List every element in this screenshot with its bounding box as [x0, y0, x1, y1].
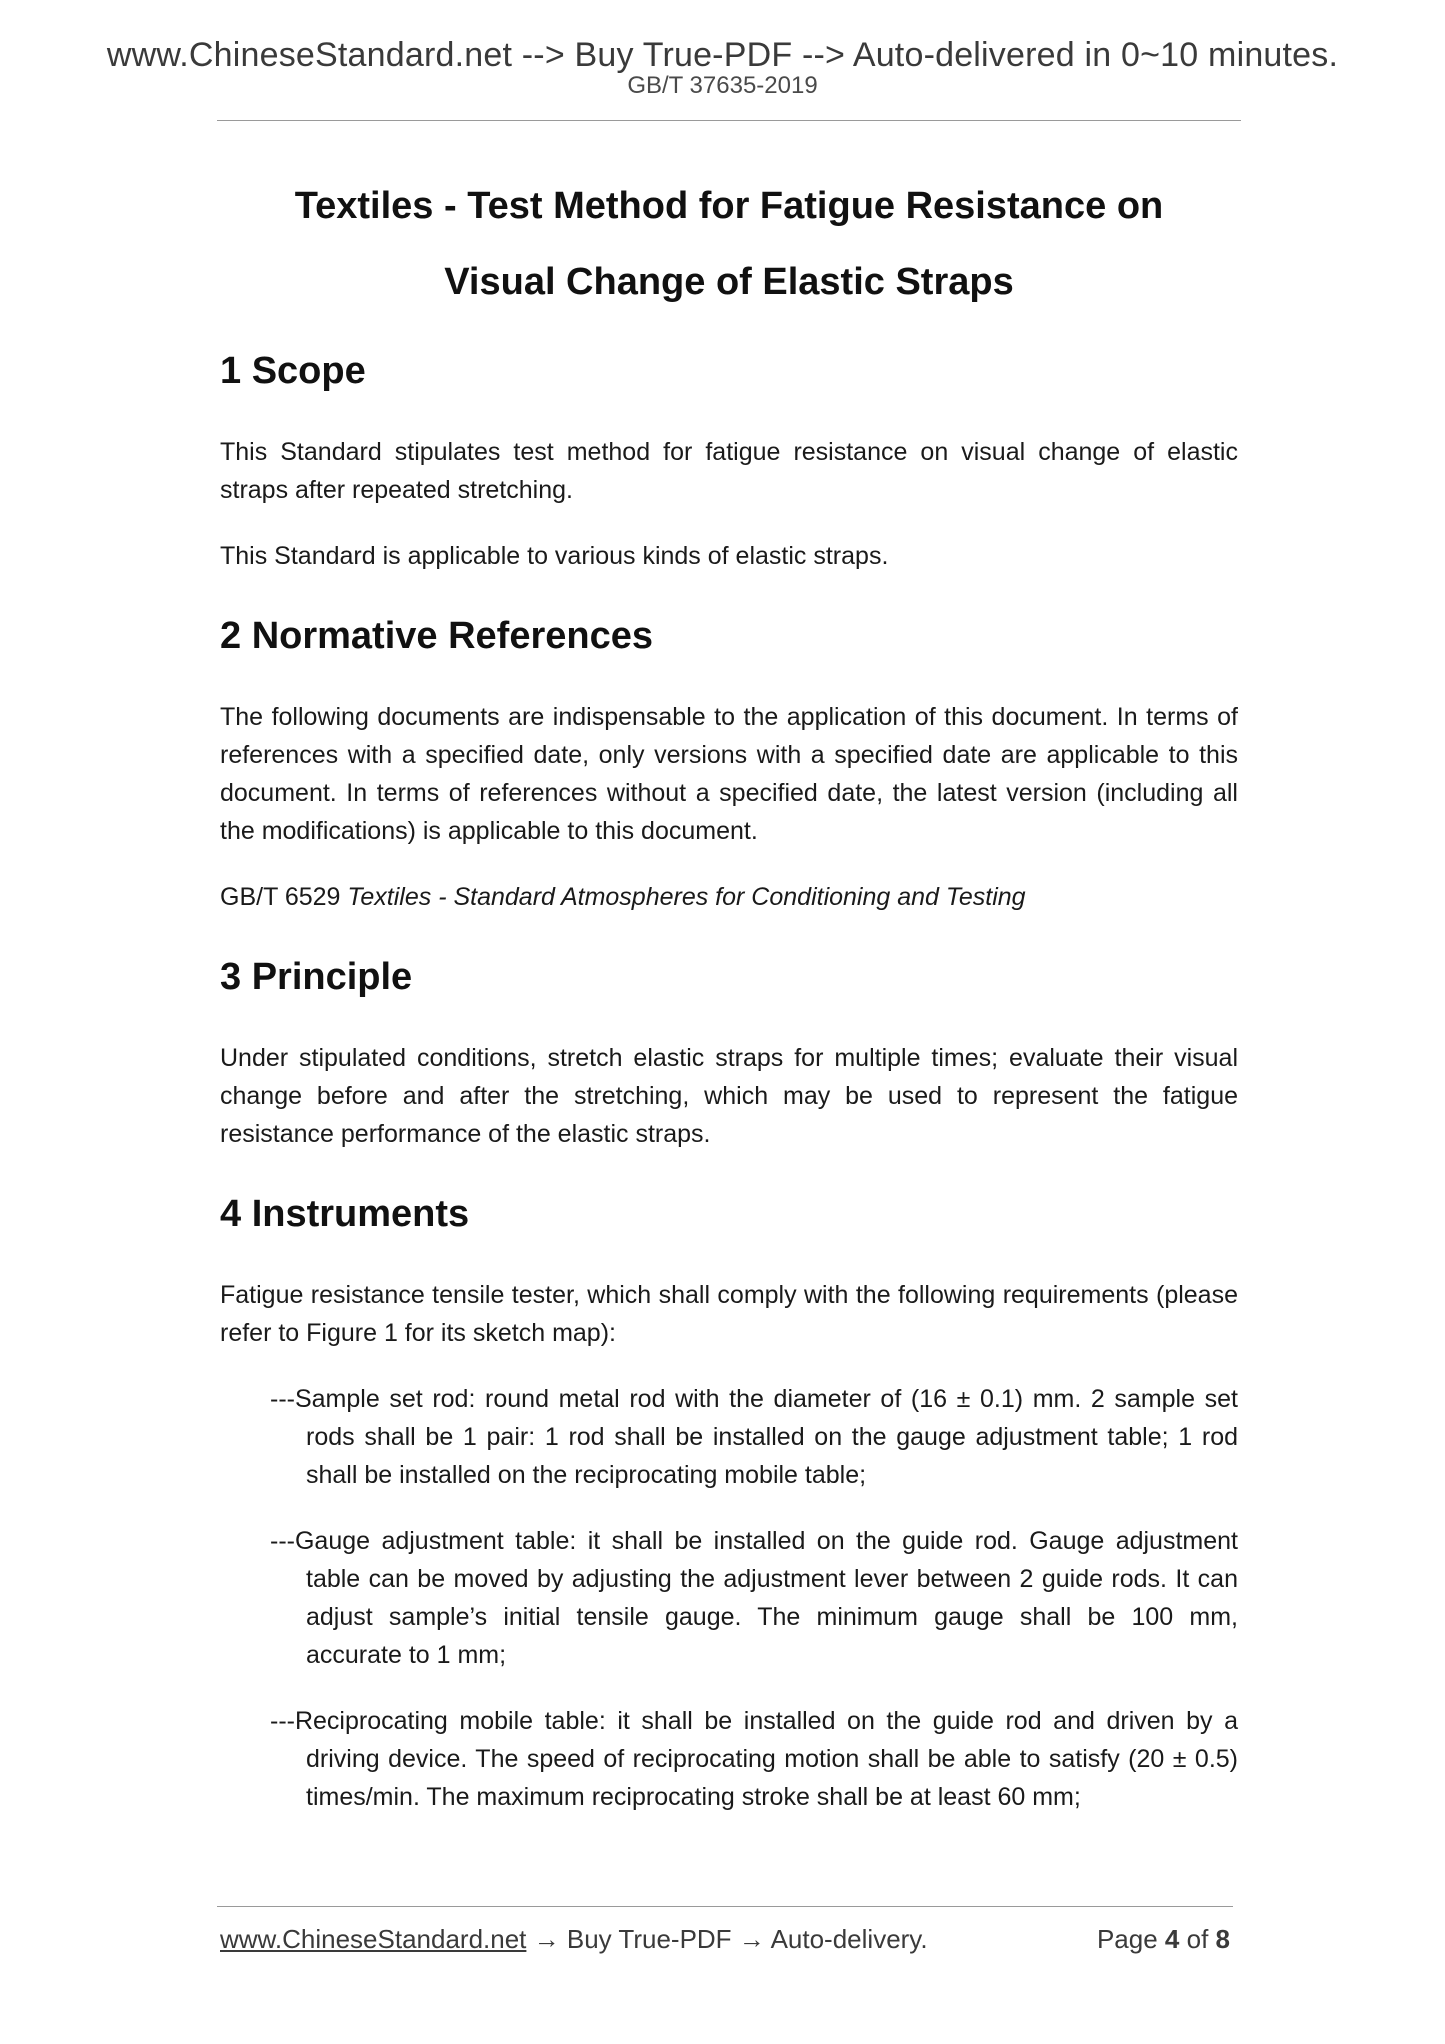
page-label: Page	[1096, 1924, 1158, 1954]
section-heading-normative-references: 2 Normative References	[220, 615, 653, 657]
document-code: GB/T 37635-2019	[627, 72, 818, 99]
footer-divider	[217, 1906, 1233, 1907]
page-number: 4	[1164, 1924, 1180, 1954]
page-footer	[220, 1924, 1230, 1955]
scope-paragraph-2: This Standard is applicable to various kinds of elastic straps.	[220, 542, 889, 570]
instrument-list-item: ---Sample set rod: round metal rod with the diameter of (16 ± 0.1) mm. 2 sample set rods shall be 1 pair: 1 rod shall be installed on the gauge adjustment table; 1 rod shall be installed on the reciprocating mobile table;	[270, 1385, 1238, 1489]
instruments-paragraph-1: Fatigue resistance tensile tester, which shall comply with the following requirements (please refer to Figure 1 for its sketch map):	[220, 1281, 1238, 1347]
normative-reference-entry	[220, 878, 1238, 916]
page-body	[220, 168, 1238, 1816]
footer-website-link[interactable]: www.ChineseStandard.net	[220, 1924, 527, 1954]
section-heading-scope: 1 Scope	[220, 350, 366, 392]
title-line-2: Visual Change of Elastic Straps	[444, 261, 1014, 303]
page-of-label: of	[1186, 1924, 1209, 1954]
normative-paragraph-1: The following documents are indispensable to the application of this document. In terms of references with a specified date, only versions with a specified date are applicable to this document. In terms of references without a specified date, the latest version (including all the modifications) is applicable to this document.	[220, 703, 1238, 845]
top-banner: www.ChineseStandard.net --> Buy True-PDF --> Auto-delivered in 0~10 minutes.	[106, 36, 1339, 74]
principle-paragraph-1: Under stipulated conditions, stretch elastic straps for multiple times; evaluate their visual change before and after the stretching, which may be used to represent the fatigue resistance performance of the elastic straps.	[220, 1044, 1238, 1148]
page-indicator	[1097, 1924, 1230, 1955]
scope-paragraph-1: This Standard stipulates test method for fatigue resistance on visual change of elastic straps after repeated stretching.	[220, 438, 1238, 504]
section-heading-principle: 3 Principle	[220, 956, 413, 998]
document-title	[220, 168, 1238, 320]
section-heading-instruments: 4 Instruments	[220, 1193, 470, 1235]
page-total: 8	[1215, 1924, 1230, 1954]
instrument-list-item: ---Gauge adjustment table: it shall be installed on the guide rod. Gauge adjustment table can be moved by adjusting the adjustment lever between 2 guide rods. It can adjust sample’s initial tensile gauge. The minimum gauge shall be 100 mm, accurate to 1 mm;	[270, 1527, 1238, 1669]
reference-title: Textiles - Standard Atmospheres for Conditioning and Testing	[347, 883, 1026, 911]
instrument-list-item: ---Reciprocating mobile table: it shall be installed on the guide rod and driven by a driving device. The speed of reciprocating motion shall be able to satisfy (20 ± 0.5) times/min. The maximum reciprocating stroke shall be at least 60 mm;	[270, 1707, 1238, 1811]
footer-tagline: → Buy True-PDF → Auto-delivery.	[526, 1924, 928, 1954]
reference-code: GB/T 6529	[220, 883, 341, 911]
header-divider	[217, 120, 1241, 121]
title-line-1: Textiles - Test Method for Fatigue Resistance on	[294, 185, 1164, 227]
